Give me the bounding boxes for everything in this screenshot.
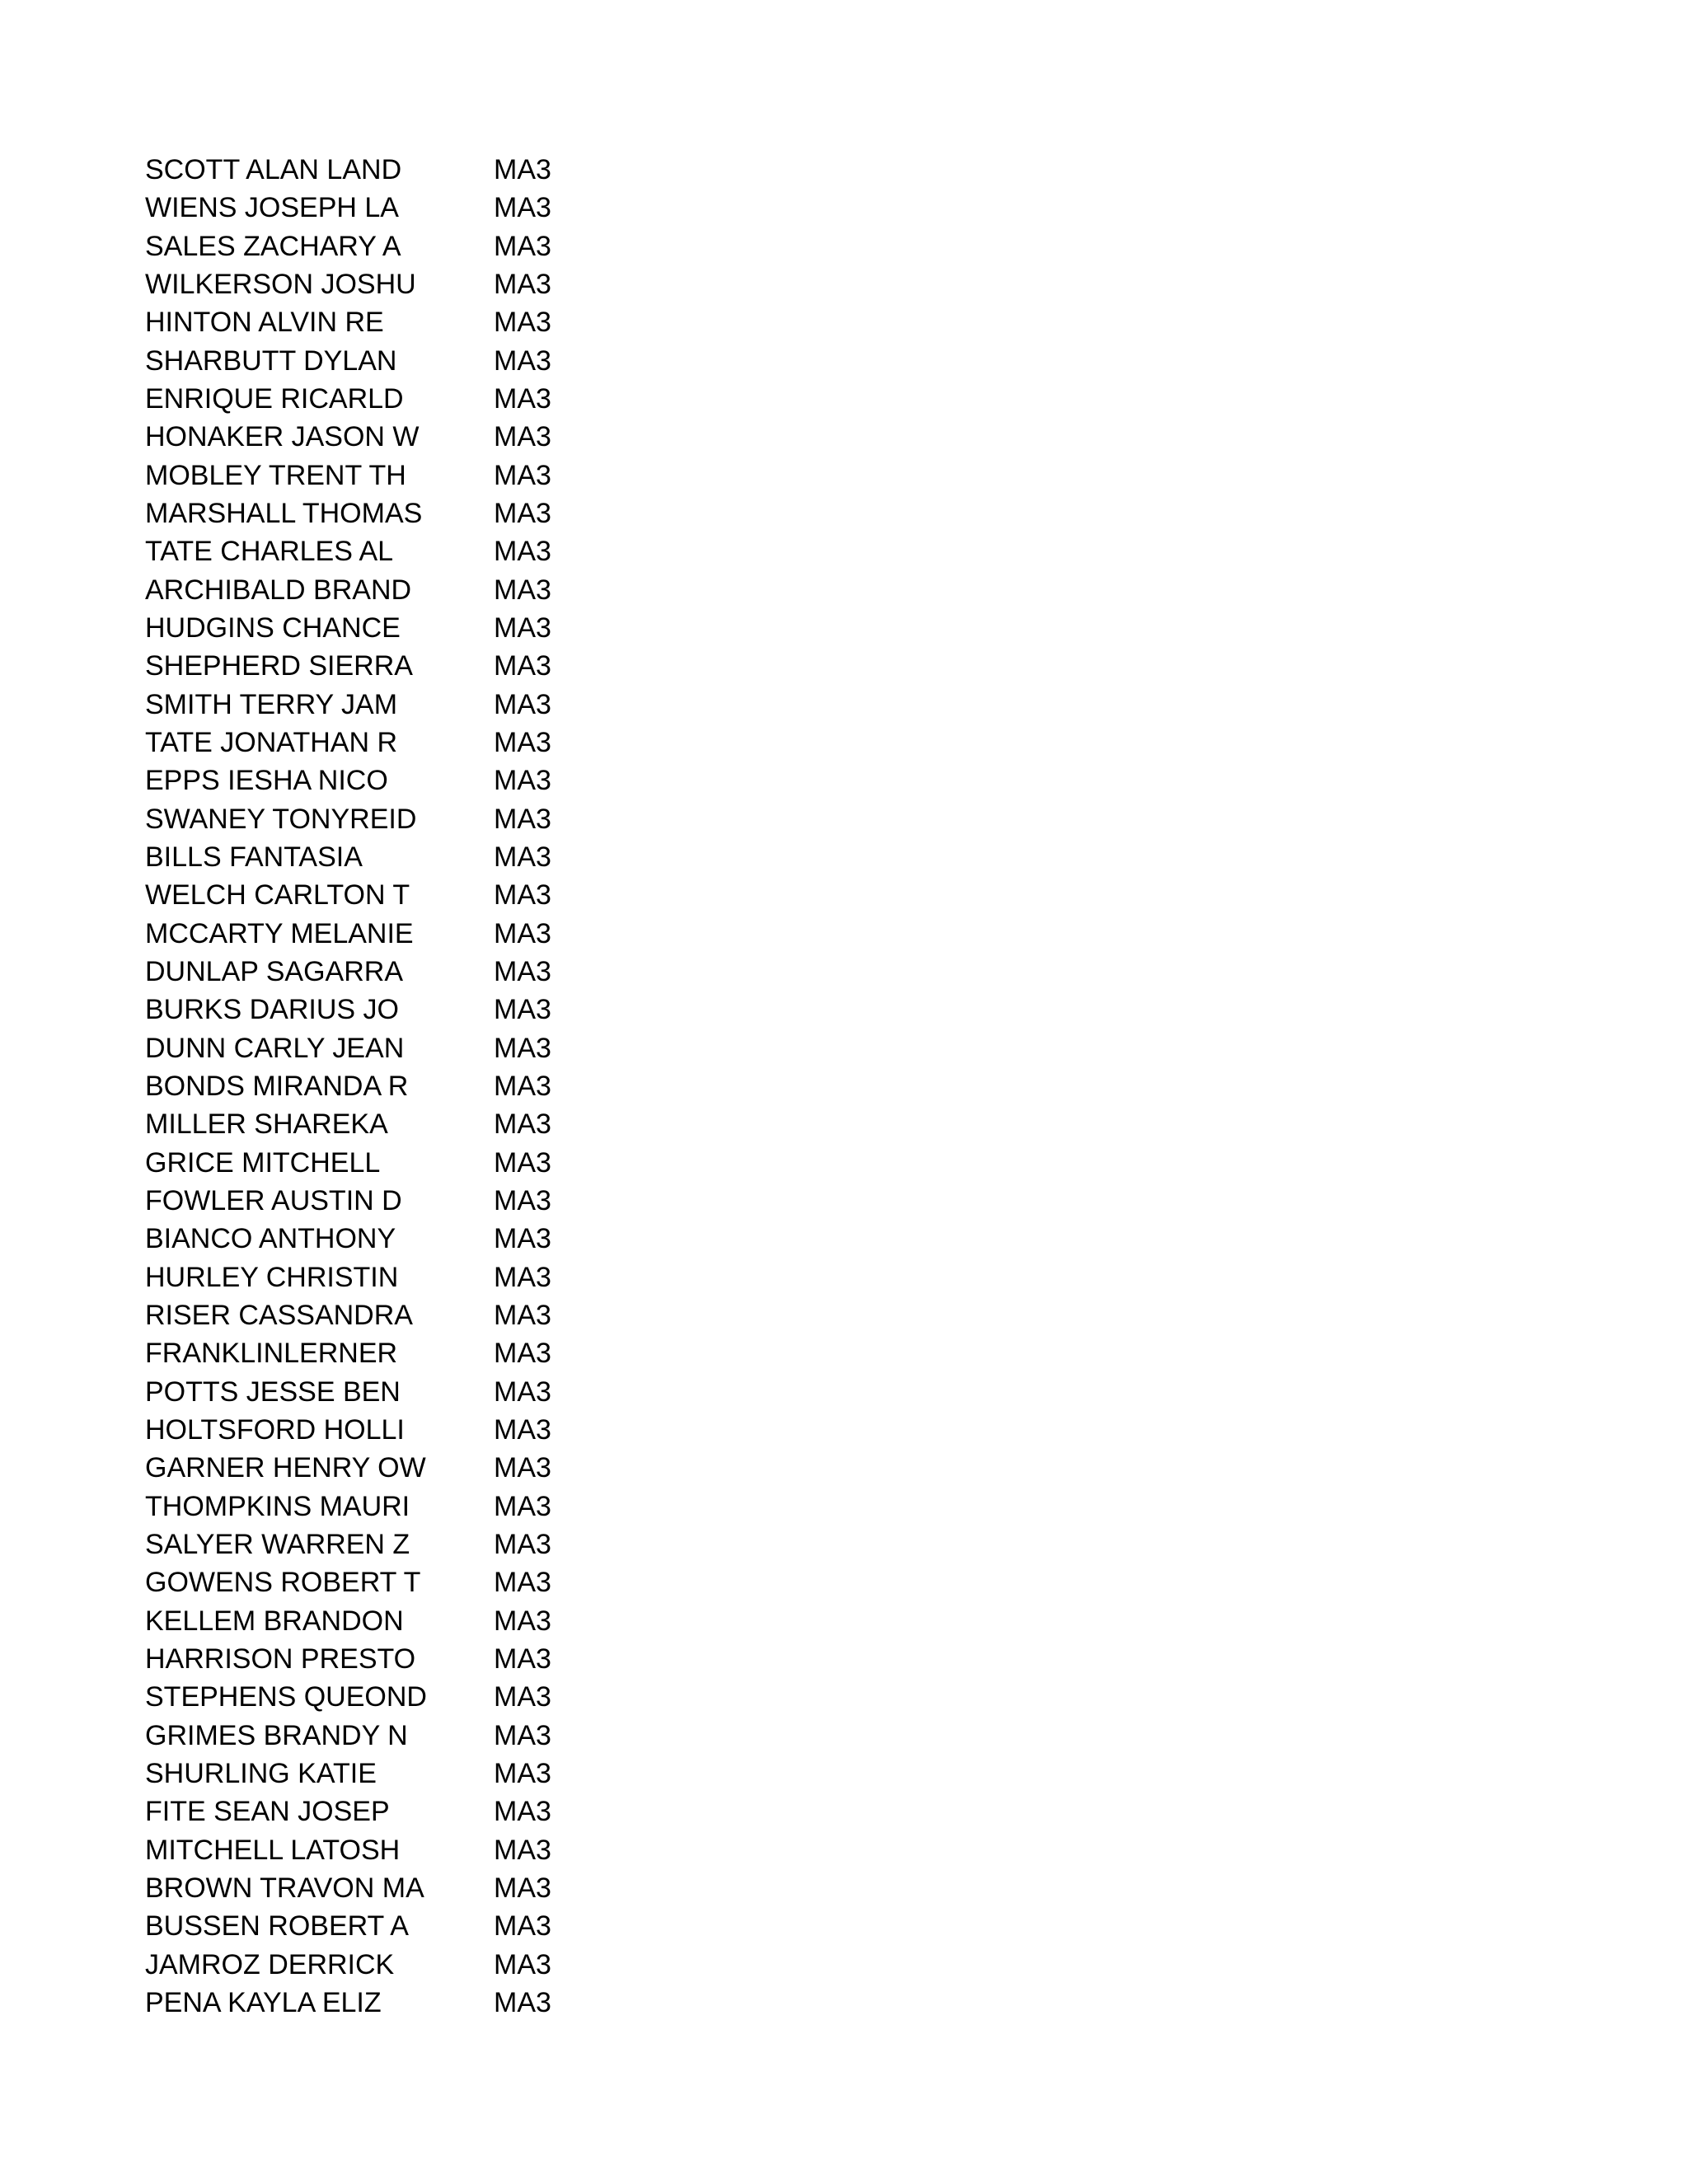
list-item	[145, 1563, 640, 1601]
person-name: GRIMES BRANDY N	[145, 1719, 408, 1751]
class-code: MA3	[494, 1528, 551, 1560]
class-code: MA3	[494, 459, 551, 491]
class-code: MA3	[494, 765, 551, 797]
class-code: MA3	[494, 841, 551, 874]
list-item	[145, 915, 640, 953]
list-item	[145, 342, 640, 380]
list-item	[145, 762, 640, 799]
list-item	[145, 724, 640, 762]
person-name: ARCHIBALD BRAND	[145, 574, 412, 606]
class-code: MA3	[494, 230, 551, 262]
person-name: RISER CASSANDRA	[145, 1300, 413, 1331]
list-item	[145, 494, 640, 532]
class-code: MA3	[494, 1796, 551, 1828]
class-code: MA3	[494, 1108, 551, 1141]
list-item	[145, 1984, 640, 2022]
class-code: MA3	[494, 1071, 551, 1103]
class-code: MA3	[494, 879, 551, 912]
person-name: BURKS DARIUS JO	[145, 994, 399, 1026]
list-item	[145, 838, 640, 876]
class-code: MA3	[494, 1376, 551, 1408]
class-code: MA3	[494, 1567, 551, 1599]
list-item	[145, 876, 640, 914]
person-name: SWANEY TONYREID	[145, 803, 417, 835]
class-code: MA3	[494, 1757, 551, 1789]
class-code: MA3	[494, 803, 551, 835]
list-item	[145, 1945, 640, 1983]
person-name: FOWLER AUSTIN D	[145, 1185, 402, 1217]
class-code: MA3	[494, 1452, 551, 1484]
person-name: SALES ZACHARY A	[145, 230, 401, 262]
person-name: GOWENS ROBERT T	[145, 1567, 421, 1599]
list-item	[145, 1182, 640, 1220]
list-item	[145, 1067, 640, 1105]
person-name: MOBLEY TRENT TH	[145, 459, 406, 491]
person-name: FRANKLINLERNER	[145, 1338, 398, 1370]
class-code: MA3	[494, 994, 551, 1026]
person-name: KELLEM BRANDON	[145, 1605, 404, 1637]
person-name: MARSHALL THOMAS	[145, 498, 423, 530]
list-item	[145, 991, 640, 1029]
person-name: HARRISON PRESTO	[145, 1643, 416, 1675]
person-name: SMITH TERRY JAM	[145, 688, 398, 720]
list-item	[145, 457, 640, 494]
class-code: MA3	[494, 1872, 551, 1904]
person-name: MILLER SHAREKA	[145, 1108, 388, 1141]
class-code: MA3	[494, 574, 551, 606]
list-item	[145, 1373, 640, 1411]
class-code: MA3	[494, 1146, 551, 1179]
class-code: MA3	[494, 1643, 551, 1675]
list-item	[145, 380, 640, 418]
list-item	[145, 1105, 640, 1143]
person-name: TATE JONATHAN R	[145, 727, 397, 759]
list-item	[145, 609, 640, 647]
list-item	[145, 1793, 640, 1830]
person-name: EPPS IESHA NICO	[145, 765, 388, 797]
class-code: MA3	[494, 536, 551, 568]
class-code: MA3	[494, 1719, 551, 1751]
class-code: MA3	[494, 1986, 551, 2018]
class-code: MA3	[494, 192, 551, 224]
person-name: GARNER HENRY OW	[145, 1452, 426, 1484]
roster-list	[145, 151, 640, 2022]
class-code: MA3	[494, 917, 551, 949]
class-code: MA3	[494, 383, 551, 415]
class-code: MA3	[494, 344, 551, 377]
person-name: PENA KAYLA ELIZ	[145, 1986, 382, 2018]
class-code: MA3	[494, 1948, 551, 1980]
class-code: MA3	[494, 612, 551, 644]
list-item	[145, 265, 640, 303]
class-code: MA3	[494, 1032, 551, 1064]
list-item	[145, 532, 640, 570]
person-name: BIANCO ANTHONY	[145, 1223, 396, 1255]
class-code: MA3	[494, 269, 551, 301]
class-code: MA3	[494, 1910, 551, 1943]
list-item	[145, 1029, 640, 1067]
class-code: MA3	[494, 1413, 551, 1446]
list-item	[145, 1601, 640, 1639]
class-code: MA3	[494, 1338, 551, 1370]
class-code: MA3	[494, 307, 551, 339]
person-name: GRICE MITCHELL	[145, 1146, 381, 1179]
list-item	[145, 1220, 640, 1258]
person-name: JAMROZ DERRICK	[145, 1948, 395, 1980]
person-name: DUNN CARLY JEAN	[145, 1032, 405, 1064]
person-name: BUSSEN ROBERT A	[145, 1910, 409, 1943]
list-item	[145, 1258, 640, 1296]
person-name: BROWN TRAVON MA	[145, 1872, 424, 1904]
class-code: MA3	[494, 154, 551, 186]
class-code: MA3	[494, 688, 551, 720]
person-name: HONAKER JASON W	[145, 421, 420, 453]
list-item	[145, 1526, 640, 1563]
person-name: WELCH CARLTON T	[145, 879, 410, 912]
person-name: WIENS JOSEPH LA	[145, 192, 399, 224]
person-name: THOMPKINS MAURI	[145, 1490, 410, 1522]
list-item	[145, 1716, 640, 1754]
class-code: MA3	[494, 1681, 551, 1713]
person-name: SHARBUTT DYLAN	[145, 344, 397, 377]
list-item	[145, 1869, 640, 1907]
class-code: MA3	[494, 1261, 551, 1293]
class-code: MA3	[494, 1605, 551, 1637]
list-item	[145, 1411, 640, 1449]
person-name: SCOTT ALAN LAND	[145, 154, 402, 186]
class-code: MA3	[494, 727, 551, 759]
person-name: SALYER WARREN Z	[145, 1528, 410, 1560]
list-item	[145, 1755, 640, 1793]
list-item	[145, 686, 640, 724]
class-code: MA3	[494, 421, 551, 453]
list-item	[145, 1144, 640, 1182]
person-name: DUNLAP SAGARRA	[145, 956, 404, 988]
person-name: WILKERSON JOSHU	[145, 269, 416, 301]
list-item	[145, 800, 640, 838]
person-name: BILLS FANTASIA	[145, 841, 363, 874]
list-item	[145, 571, 640, 609]
list-item	[145, 953, 640, 991]
person-name: BONDS MIRANDA R	[145, 1071, 409, 1103]
list-item	[145, 1907, 640, 1945]
list-item	[145, 418, 640, 456]
person-name: HOLTSFORD HOLLI	[145, 1413, 405, 1446]
list-item	[145, 1640, 640, 1678]
list-item	[145, 189, 640, 227]
list-item	[145, 303, 640, 341]
person-name: POTTS JESSE BEN	[145, 1376, 401, 1408]
list-item	[145, 151, 640, 189]
person-name: FITE SEAN JOSEP	[145, 1796, 390, 1828]
person-name: HUDGINS CHANCE	[145, 612, 401, 644]
person-name: MCCARTY MELANIE	[145, 917, 414, 949]
person-name: HINTON ALVIN RE	[145, 307, 384, 339]
list-item	[145, 227, 640, 265]
list-item	[145, 1487, 640, 1525]
person-name: SHURLING KATIE	[145, 1757, 377, 1789]
person-name: TATE CHARLES AL	[145, 536, 394, 568]
list-item	[145, 1334, 640, 1372]
class-code: MA3	[494, 498, 551, 530]
list-item	[145, 1830, 640, 1868]
person-name: STEPHENS QUEOND	[145, 1681, 427, 1713]
person-name: ENRIQUE RICARLD	[145, 383, 404, 415]
person-name: SHEPHERD SIERRA	[145, 650, 413, 682]
person-name: HURLEY CHRISTIN	[145, 1261, 399, 1293]
list-item	[145, 1296, 640, 1334]
class-code: MA3	[494, 1300, 551, 1331]
class-code: MA3	[494, 650, 551, 682]
class-code: MA3	[494, 1223, 551, 1255]
class-code: MA3	[494, 1490, 551, 1522]
person-name: MITCHELL LATOSH	[145, 1834, 401, 1866]
class-code: MA3	[494, 1834, 551, 1866]
list-item	[145, 647, 640, 685]
class-code: MA3	[494, 1185, 551, 1217]
class-code: MA3	[494, 956, 551, 988]
list-item	[145, 1678, 640, 1716]
list-item	[145, 1449, 640, 1487]
